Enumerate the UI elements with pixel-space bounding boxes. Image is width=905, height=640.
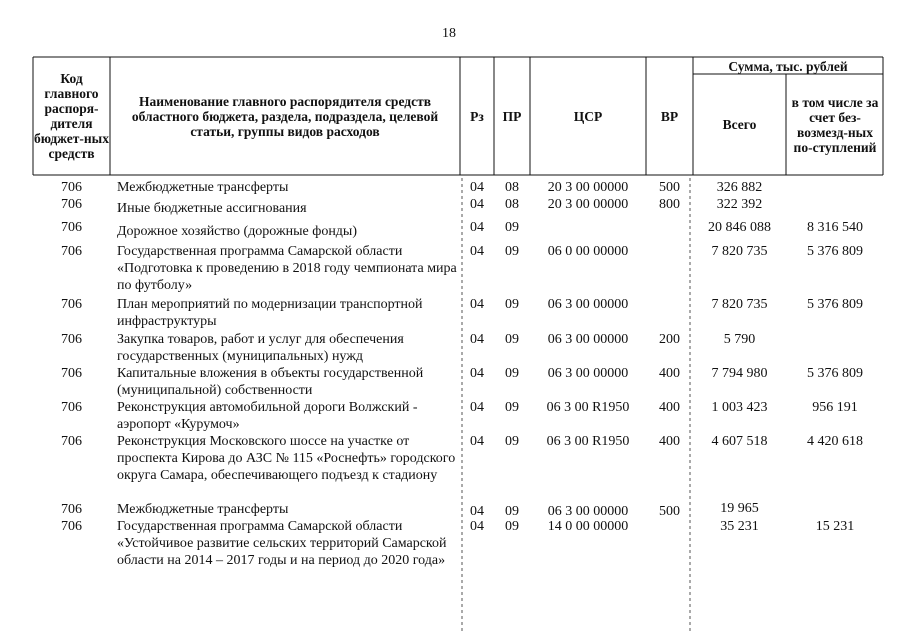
incl-cell: 956 191 <box>812 400 858 415</box>
total-cell: 326 882 <box>716 180 763 195</box>
name-cell: План мероприятий по модернизации транспортной инфраструктуры <box>117 297 423 329</box>
vr-cell: 500 <box>659 504 680 519</box>
total-cell: 7 794 980 <box>711 366 768 381</box>
csr-cell: 20 3 00 00000 <box>547 197 629 212</box>
name-cell: Иные бюджетные ассигнования <box>117 201 307 216</box>
incl-cell: 15 231 <box>815 519 855 534</box>
total-cell: 19 965 <box>720 501 759 516</box>
csr-cell: 06 3 00 R1950 <box>546 434 630 449</box>
code-cell: 706 <box>61 400 82 415</box>
csr-cell: 06 3 00 00000 <box>547 504 629 519</box>
rz-cell: 04 <box>470 244 484 259</box>
rz-cell: 04 <box>470 220 484 235</box>
code-cell: 706 <box>61 366 82 381</box>
pr-cell: 09 <box>505 400 519 415</box>
pr-cell: 08 <box>505 180 519 195</box>
pr-cell: 09 <box>505 434 519 449</box>
pr-cell: 09 <box>505 366 519 381</box>
total-cell: 20 846 088 <box>708 220 771 235</box>
pr-cell: 08 <box>505 197 519 212</box>
total-cell: 4 607 518 <box>711 434 768 449</box>
rz-cell: 04 <box>470 400 484 415</box>
code-cell: 706 <box>61 519 82 534</box>
total-cell: 7 820 735 <box>711 297 768 312</box>
pr-cell: 09 <box>505 244 519 259</box>
rz-cell: 04 <box>470 297 484 312</box>
incl-cell: 5 376 809 <box>807 366 863 381</box>
rz-cell: 04 <box>470 434 484 449</box>
header-total: Всего <box>722 117 757 132</box>
incl-cell: 4 420 618 <box>807 434 863 449</box>
code-cell: 706 <box>61 332 82 347</box>
header-rz: Рз <box>470 108 484 124</box>
csr-cell: 06 3 00 00000 <box>547 332 629 347</box>
rz-cell: 04 <box>470 366 484 381</box>
code-cell: 706 <box>61 180 82 195</box>
code-cell: 706 <box>61 434 82 449</box>
vr-cell: 200 <box>659 332 680 347</box>
header-vr: ВР <box>660 108 679 124</box>
code-cell: 706 <box>61 297 82 312</box>
pr-cell: 09 <box>505 332 519 347</box>
csr-cell: 06 0 00 00000 <box>547 244 629 259</box>
pr-cell: 09 <box>505 220 519 235</box>
csr-cell: 14 0 00 00000 <box>547 519 629 534</box>
pr-cell: 09 <box>505 297 519 312</box>
pr-cell: 09 <box>505 504 519 519</box>
header-sum: Сумма, тыс. рублей <box>728 58 848 74</box>
rz-cell: 04 <box>470 504 484 519</box>
code-cell: 706 <box>61 244 82 259</box>
csr-cell: 06 3 00 R1950 <box>546 400 630 415</box>
code-cell: 706 <box>61 502 82 517</box>
page-number: 18 <box>442 26 456 41</box>
vr-cell: 500 <box>659 180 680 195</box>
incl-cell: 5 376 809 <box>807 297 863 312</box>
code-cell: 706 <box>61 197 82 212</box>
rz-cell: 04 <box>470 197 484 212</box>
name-cell: Закупка товаров, работ и услуг для обеспечения государственных (муниципальных) нужд <box>117 332 404 364</box>
vr-cell: 400 <box>659 366 680 381</box>
pr-cell: 09 <box>505 519 519 534</box>
csr-cell: 20 3 00 00000 <box>547 180 629 195</box>
total-cell: 5 790 <box>723 332 756 347</box>
header-name: Наименование главного распорядителя средств областного бюджета, раздела, подраздела, целевой статьи, группы видов расходов <box>131 93 439 139</box>
header-csr: ЦСР <box>573 108 603 124</box>
total-cell: 7 820 735 <box>711 244 768 259</box>
name-cell: Реконструкция автомобильной дороги Волжский - аэропорт «Курумоч» <box>117 400 418 432</box>
header-code: Код главного распоря-дителя бюджет-ных средств <box>34 71 109 161</box>
vr-cell: 400 <box>659 434 680 449</box>
header-pr: ПР <box>502 108 522 124</box>
name-cell: Государственная программа Самарской области «Подготовка к проведению в 2018 году чемпионата мира по футболу» <box>117 244 457 293</box>
rz-cell: 04 <box>470 180 484 195</box>
vr-cell: 400 <box>659 400 680 415</box>
header-incl: в том числе за счет без-возмезд-ных по-ступлений <box>791 94 879 155</box>
name-cell: Межбюджетные трансферты <box>117 180 289 195</box>
code-cell: 706 <box>61 220 82 235</box>
name-cell: Межбюджетные трансферты <box>117 502 289 517</box>
name-cell: Дорожное хозяйство (дорожные фонды) <box>117 224 358 239</box>
incl-cell: 5 376 809 <box>807 244 863 259</box>
name-cell: Государственная программа Самарской области «Устойчивое развитие сельских территорий Самарской области на 2014 – 2017 годы и на период до 2020 года» <box>117 519 447 568</box>
csr-cell: 06 3 00 00000 <box>547 297 629 312</box>
total-cell: 322 392 <box>716 197 763 212</box>
name-cell: Капитальные вложения в объекты государственной (муниципальной) собственности <box>117 366 424 398</box>
rz-cell: 04 <box>470 332 484 347</box>
rz-cell: 04 <box>470 519 484 534</box>
csr-cell: 06 3 00 00000 <box>547 366 629 381</box>
total-cell: 1 003 423 <box>711 400 768 415</box>
name-cell: Реконструкция Московского шоссе на участке от проспекта Кирова до АЗС № 115 «Роснефть» городского округа Самара, обеспечивающего подъезд к стадиону <box>117 434 456 483</box>
vr-cell: 800 <box>659 197 680 212</box>
incl-cell: 8 316 540 <box>807 220 863 235</box>
total-cell: 35 231 <box>720 519 759 534</box>
